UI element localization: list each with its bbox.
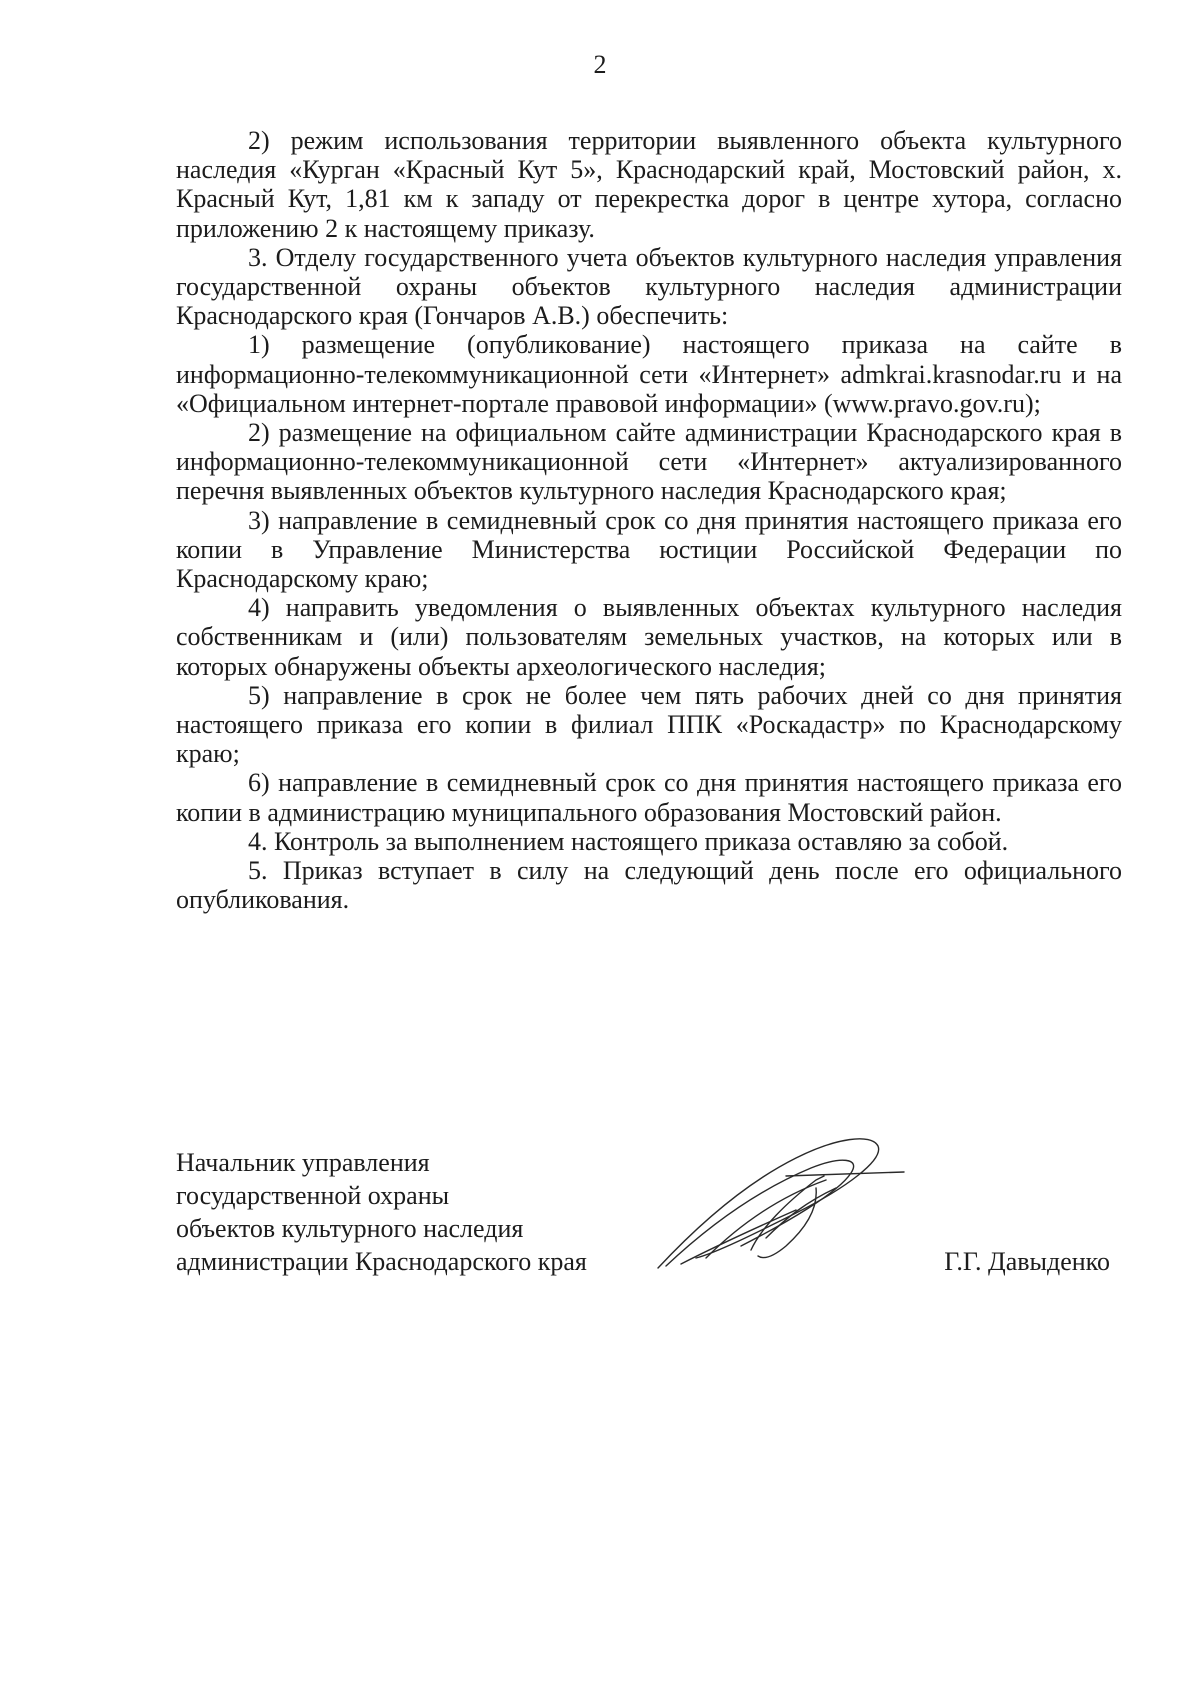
paragraph-item-3-ministry: 3) направление в семидневный срок со дня принятия настоящего приказа его копии в Управление Министерства юстиции Российской Федерации по Краснодарскому краю; (176, 505, 1122, 594)
paragraph-3-department: 3. Отделу государственного учета объектов культурного наследия управления государственной охраны объектов культурного наследия администрации Краснодарского края (Гончаров А.В.) обеспечить: (176, 242, 1122, 331)
paragraph-item-2-regime: 2) режим использования территории выявленного объекта культурного наследия «Курган «Красный Кут 5», Краснодарский край, Мостовский район, х. Красный Кут, 1,81 км к западу от перекрестка дорог в центре хутора, согласно приложению 2 к настоящему приказу. (176, 126, 1122, 243)
paragraph-item-6-municipality: 6) направление в семидневный срок со дня принятия настоящего приказа его копии в администрацию муниципального образования Мостовский район. (176, 768, 1122, 827)
signature-block (176, 1146, 1122, 1278)
paragraph-item-5-roskadastr: 5) направление в срок не более чем пять рабочих дней со дня принятия настоящего приказа его копии в филиал ППК «Роскадастр» по Краснодарскому краю; (176, 680, 1122, 769)
position-line: администрации Краснодарского края (176, 1247, 587, 1276)
paragraph-item-4-notifications: 4) направить уведомления о выявленных объектах культурного наследия собственникам и (или) пользователям земельных участков, на которых или в которых обнаружены объекты археологического наследия; (176, 593, 1122, 681)
page-number: 2 (593, 50, 607, 79)
paragraph-item-1-publication: 1) размещение (опубликование) настоящего приказа на сайте в информационно-телекоммуникационной сети «Интернет» admkrai.krasnodar.ru и на «Официальном интернет-портале правовой информации» (www.pravo.gov.ru); (176, 330, 1122, 418)
position-line: государственной охраны (176, 1181, 450, 1210)
position-line: объектов культурного наследия (176, 1214, 524, 1243)
paragraph-item-2-website: 2) размещение на официальном сайте администрации Краснодарского края в информационно-телекоммуникационной сети «Интернет» актуализированного перечня выявленных объектов культурного наследия Краснодарского края; (176, 418, 1122, 506)
signer-name: Г.Г. Давыденко (944, 1247, 1110, 1276)
paragraph-4-control: 4. Контроль за выполнением настоящего приказа оставляю за собой. (248, 826, 1009, 856)
paragraph-5-effective: 5. Приказ вступает в силу на следующий день после его официального опубликования. (176, 856, 1122, 915)
handwritten-signature-icon (646, 1118, 906, 1278)
document-body (176, 126, 1122, 914)
position-line: Начальник управления (176, 1148, 430, 1177)
